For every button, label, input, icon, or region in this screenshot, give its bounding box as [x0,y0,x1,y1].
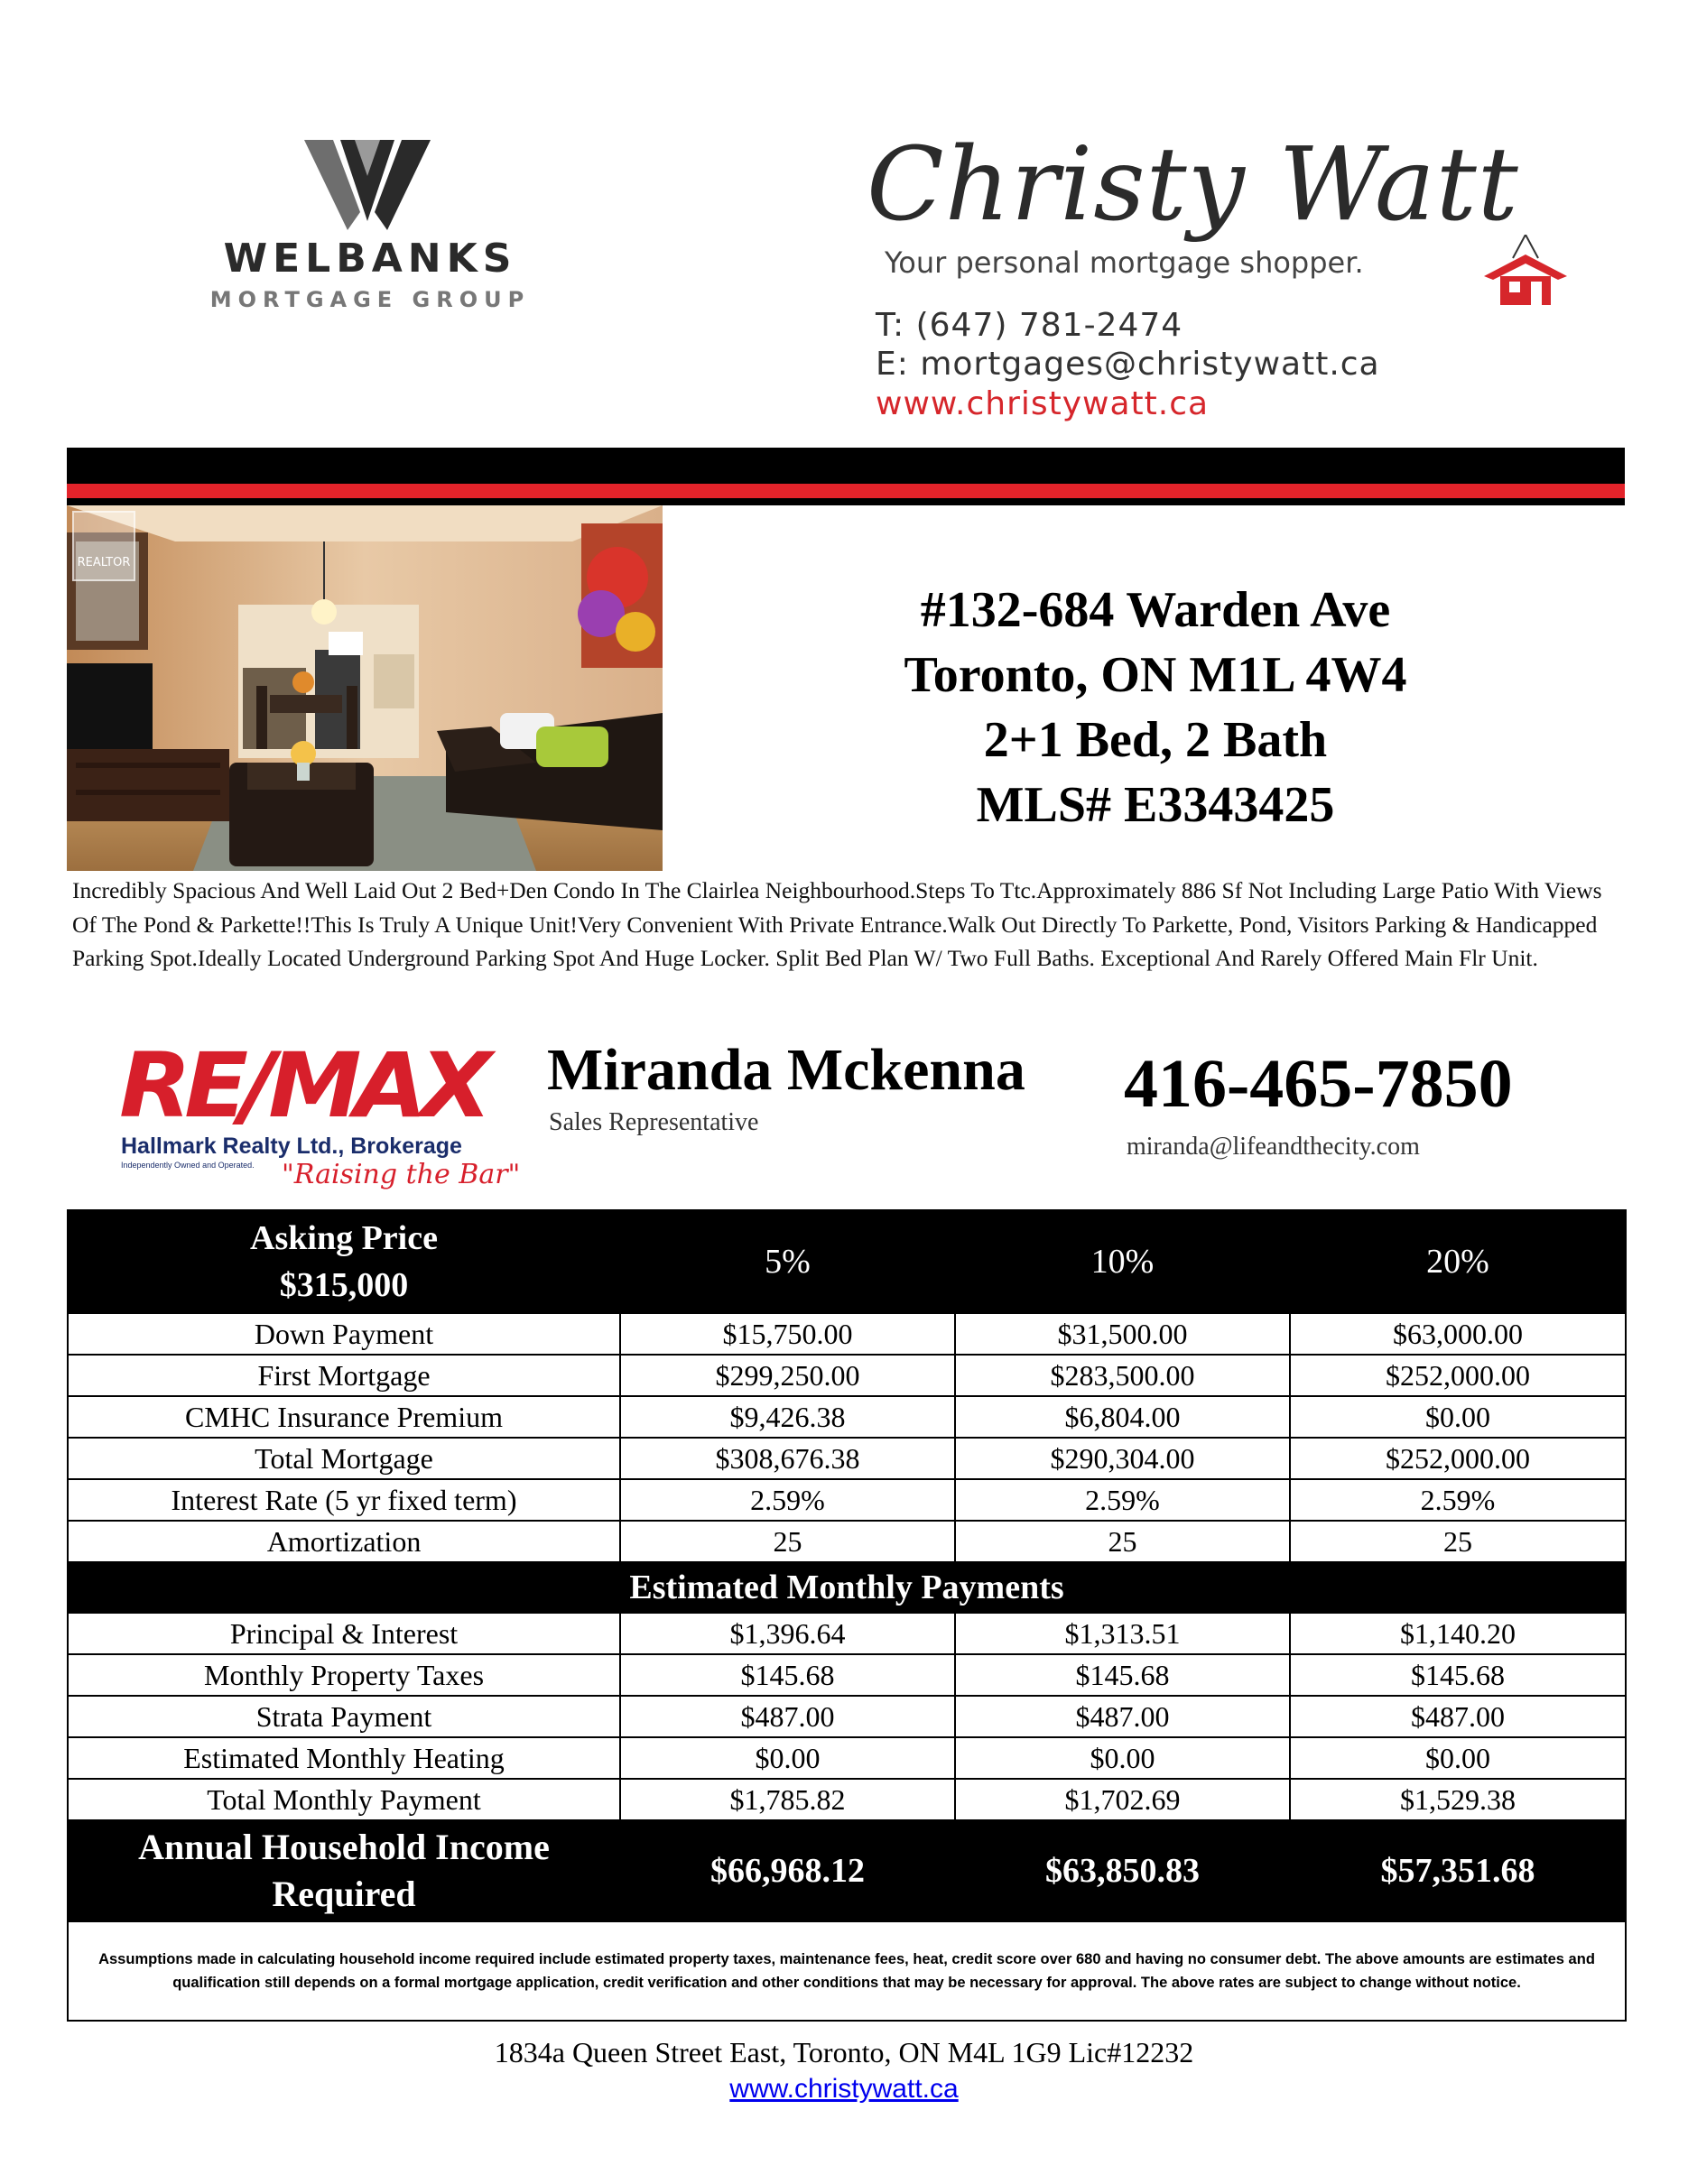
row-value: $1,785.82 [620,1779,955,1820]
table-row [68,1479,1626,1521]
asking-price-value: $315,000 [279,1266,409,1304]
assumptions-text: Assumptions made in calculating household income required include estimated property taxes, maintenance fees, heat, credit score over 680 and having no consumer debt. The above amounts are estimates and qualification still depends on a formal mortgage application, credit verification and other conditions that may be necessary for approval. The above rates are subject to change without notice. [68,1921,1626,2021]
property-address-line2: Toronto, ON M1L 4W4 [904,647,1407,703]
row-value: $145.68 [955,1654,1290,1696]
income-value: $63,850.83 [955,1820,1290,1921]
table-row [68,1613,1626,1654]
row-value: $15,750.00 [620,1313,955,1355]
row-value: $145.68 [1290,1654,1626,1696]
income-value: $66,968.12 [620,1820,955,1921]
property-address-line1: #132-684 Warden Ave [920,582,1391,638]
row-value: 25 [620,1521,955,1562]
row-label: Strata Payment [68,1696,620,1737]
house-icon [1480,235,1571,307]
table-row [68,1521,1626,1562]
agent-email[interactable]: miranda@lifeandthecity.com [1127,1133,1420,1161]
welbanks-logo [176,140,564,320]
row-label: Monthly Property Taxes [68,1654,620,1696]
row-value: $1,140.20 [1290,1613,1626,1654]
income-value: $57,351.68 [1290,1820,1626,1921]
column-header-20: 20% [1290,1210,1626,1313]
row-value: $31,500.00 [955,1313,1290,1355]
mortgage-table [67,1209,1627,2022]
footer-website-link[interactable]: www.christywatt.ca [729,2074,959,2104]
row-value: $0.00 [1290,1737,1626,1779]
christy-tagline: Your personal mortgage shopper. [885,245,1364,280]
agent-phone: 416-465-7850 [1124,1046,1513,1122]
row-label: First Mortgage [68,1355,620,1396]
realtor-badge-text: REALTOR [77,556,131,569]
row-label: Principal & Interest [68,1613,620,1654]
property-heading [704,578,1607,838]
remax-independent-note: Independently Owned and Operated. [121,1161,255,1170]
realtor-badge [72,511,135,581]
row-value: $252,000.00 [1290,1438,1626,1479]
row-label: Interest Rate (5 yr fixed term) [68,1479,620,1521]
asking-price-label: Asking Price [250,1219,438,1257]
asking-price-cell [68,1210,620,1313]
row-value: 25 [955,1521,1290,1562]
row-value: $290,304.00 [955,1438,1290,1479]
row-value: 2.59% [620,1479,955,1521]
row-value: 2.59% [1290,1479,1626,1521]
agent-name: Miranda Mckenna [547,1037,1025,1103]
row-label: Down Payment [68,1313,620,1355]
footer-address: 1834a Queen Street East, Toronto, ON M4L 1G9 Lic#12232 [494,2036,1194,2068]
table-row [68,1696,1626,1737]
welbanks-name: WELBANKS [223,236,517,282]
income-row [68,1820,1626,1921]
remax-slogan: "Raising the Bar" [282,1159,521,1190]
row-value: $308,676.38 [620,1438,955,1479]
welbanks-w-icon [304,140,431,230]
row-value: $9,426.38 [620,1396,955,1438]
row-value: 2.59% [955,1479,1290,1521]
remax-logo [119,1033,521,1198]
row-value: 25 [1290,1521,1626,1562]
remax-brokerage: Hallmark Realty Ltd., Brokerage [121,1134,462,1159]
christy-website[interactable]: www.christywatt.ca [876,385,1210,422]
row-value: $1,313.51 [955,1613,1290,1654]
column-header-10: 10% [955,1210,1290,1313]
property-description: Incredibly Spacious And Well Laid Out 2 Bed+Den Condo In The Clairlea Neighbourhood.Steps To Ttc.Approximately 886 Sf Not Including Large Patio With Views Of The Pond & Parkette!!This Is Truly A Unique Unit!Very Convenient With Private Entrance.Walk Out Directly To Parkette, Pond, Visitors Parking & Handicapped Parking Spot.Ideally Located Underground Parking Spot And Huge Locker. Split Bed Plan W/ Two Full Baths. Exceptional And Rarely Offered Main Flr Unit. [72,877,1602,971]
header-bar-red [67,484,1625,498]
header-bar-thin [67,498,1625,505]
remax-wordmark: RE/MAX [119,1033,486,1138]
table-row [68,1396,1626,1438]
row-label: Total Mortgage [68,1438,620,1479]
column-header-5: 5% [620,1210,955,1313]
header-bar-black [67,448,1625,484]
row-value: $0.00 [620,1737,955,1779]
christy-watt-name: Christy Watt [867,126,1519,244]
row-label: Total Monthly Payment [68,1779,620,1820]
welbanks-subtitle: MORTGAGE GROUP [209,287,531,312]
property-beds-baths: 2+1 Bed, 2 Bath [983,712,1328,768]
table-row [68,1313,1626,1355]
christy-phone: T: (647) 781-2474 [876,307,1183,344]
row-value: $63,000.00 [1290,1313,1626,1355]
row-label: CMHC Insurance Premium [68,1396,620,1438]
row-value: $1,529.38 [1290,1779,1626,1820]
row-value: $487.00 [1290,1696,1626,1737]
row-value: $283,500.00 [955,1355,1290,1396]
christy-watt-logo [849,126,1598,433]
table-header-row [68,1210,1626,1313]
listing-photo [67,505,663,871]
christy-email[interactable]: E: mortgages@christywatt.ca [876,346,1380,383]
row-label: Amortization [68,1521,620,1562]
monthly-section-row [68,1562,1626,1613]
income-label: Annual Household Income Required [68,1820,620,1921]
table-row [68,1654,1626,1696]
property-mls: MLS# E3343425 [976,777,1335,833]
row-value: $252,000.00 [1290,1355,1626,1396]
row-value: $6,804.00 [955,1396,1290,1438]
table-row [68,1355,1626,1396]
table-row [68,1779,1626,1820]
row-value: $487.00 [955,1696,1290,1737]
agent-title: Sales Representative [549,1108,759,1136]
row-value: $299,250.00 [620,1355,955,1396]
table-row [68,1737,1626,1779]
table-row [68,1438,1626,1479]
row-value: $1,702.69 [955,1779,1290,1820]
row-value: $487.00 [620,1696,955,1737]
row-value: $0.00 [1290,1396,1626,1438]
assumptions-row [68,1921,1626,2021]
row-value: $0.00 [955,1737,1290,1779]
row-value: $145.68 [620,1654,955,1696]
monthly-section-title: Estimated Monthly Payments [68,1562,1626,1613]
row-value: $1,396.64 [620,1613,955,1654]
row-label: Estimated Monthly Heating [68,1737,620,1779]
living-room-illustration [67,505,663,871]
